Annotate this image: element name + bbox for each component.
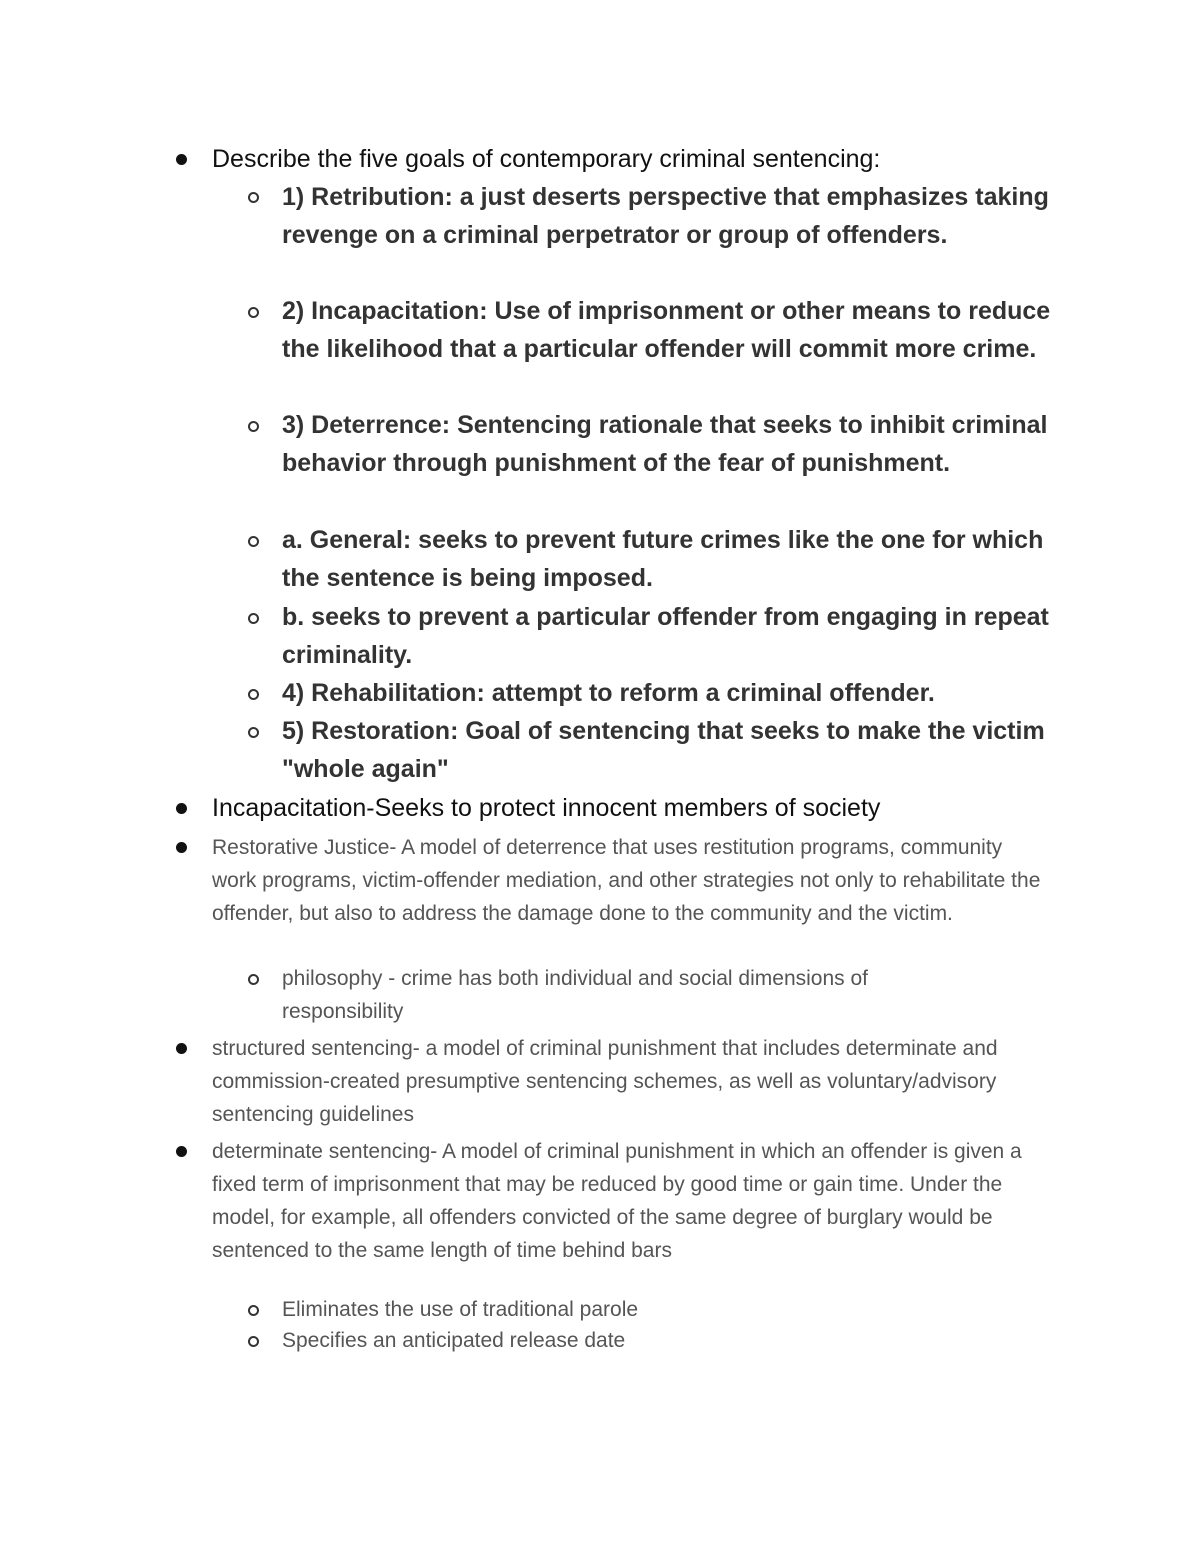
bullet-disc (176, 1146, 187, 1157)
sub-item-text: 2) Incapacitation: Use of imprisonment or other means to reduce the likelihood that a particular offender will commit more crime. (282, 297, 1051, 363)
list-item-text: structured sentencing- a model of criminal punishment that includes determinate and commission-created presumptive sentencing schemes, as well as voluntary/advisory sentencing guidelines (212, 1037, 998, 1126)
bullet-circle (248, 307, 259, 318)
list-item-text: determinate sentencing- A model of criminal punishment in which an offender is given a fixed term of imprisonment that may be reduced by good time or gain time. Under the model, for example, all offenders convicted of the same degree of burglary would be sentenced to the same length of time behind bars (212, 1140, 1022, 1262)
bullet-disc (176, 1043, 187, 1054)
bullet-disc (176, 842, 187, 853)
bullet-disc (176, 803, 187, 814)
sub-item-text: Specifies an anticipated release date (282, 1329, 626, 1352)
sub-item-text: a. General: seeks to prevent future crimes like the one for which the sentence is being imposed. (282, 526, 1044, 592)
list-item-text: Incapacitation-Seeks to protect innocent members of society (212, 794, 881, 822)
bullet-circle (248, 974, 259, 985)
bullet-disc (176, 154, 187, 165)
bullet-circle (248, 192, 259, 203)
list-item-text: Restorative Justice- A model of deterrence that uses restitution programs, community work programs, victim-offender mediation, and other strategies not only to rehabilitate the offender, but also to address the damage done to the community and the victim. (212, 836, 1041, 925)
bullet-circle (248, 1305, 259, 1316)
sub-item-text: b. seeks to prevent a particular offender from engaging in repeat criminality. (282, 603, 1049, 669)
sub-item-text: 1) Retribution: a just deserts perspective that emphasizes taking revenge on a criminal perpetrator or group of offenders. (282, 183, 1049, 249)
sub-item-text: Eliminates the use of traditional parole (282, 1298, 639, 1321)
bullet-circle (248, 613, 259, 624)
bullet-circle (248, 1336, 259, 1347)
bullet-circle (248, 421, 259, 432)
sub-item-text: 4) Rehabilitation: attempt to reform a criminal offender. (282, 679, 935, 707)
sub-item-text: 3) Deterrence: Sentencing rationale that seeks to inhibit criminal behavior through punishment of the fear of punishment. (282, 411, 1048, 477)
bullet-circle (248, 727, 259, 738)
bullet-circle (248, 689, 259, 700)
bullet-circle (248, 536, 259, 547)
list-item-text: Describe the five goals of contemporary criminal sentencing: (212, 145, 881, 173)
sub-item-text: 5) Restoration: Goal of sentencing that seeks to make the victim "whole again" (282, 717, 1045, 783)
sub-item-text: philosophy - crime has both individual and social dimensions of responsibility (282, 967, 868, 1023)
